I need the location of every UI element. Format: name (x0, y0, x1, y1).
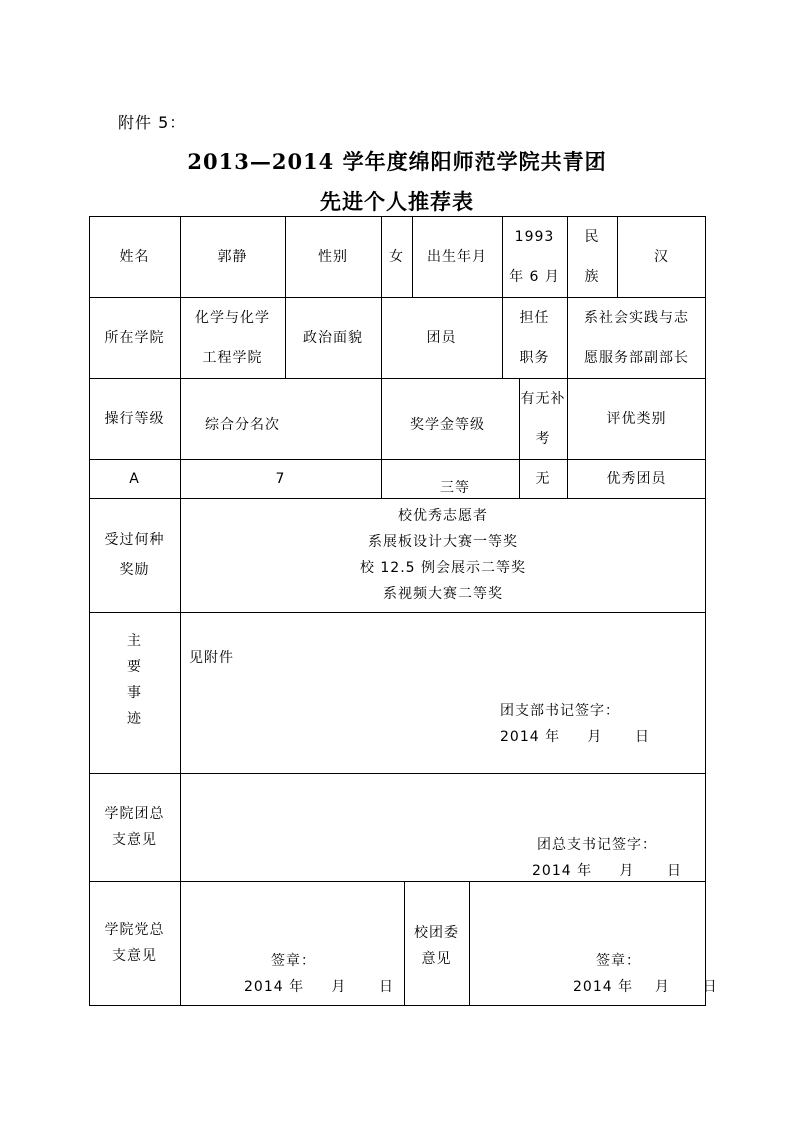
position-label-text: 担任 (519, 309, 550, 326)
deeds-label-char: 迹 (127, 711, 142, 727)
ethnicity-label-text: 族 (584, 268, 600, 285)
award-item: 系视频大赛二等奖 (383, 586, 503, 602)
political-value[interactable] (381, 297, 502, 378)
deeds-signature-label: 团支部书记签字： (500, 703, 620, 719)
ethnicity-label (567, 216, 617, 297)
position-value-text: 愿服务部副部长 (584, 349, 689, 366)
gender-label (285, 216, 381, 297)
awards-label-text: 奖励 (119, 562, 150, 578)
position-value[interactable] (567, 297, 706, 378)
makeup-exam-header (519, 378, 567, 459)
position-value-text: 系社会实践与志 (584, 309, 689, 326)
school-league-signature-label: 签章： (596, 953, 641, 969)
award-category-header (567, 378, 706, 459)
conduct-grade-value[interactable] (89, 459, 180, 498)
school-league-date: 2014 年 月 日 (573, 979, 718, 995)
political-label (285, 297, 381, 378)
award-item: 系展板设计大赛一等奖 (368, 534, 518, 550)
row-divider (89, 881, 706, 882)
conduct-grade-value-text: A (129, 470, 140, 487)
political-value-text: 团员 (426, 329, 457, 346)
award-item: 校优秀志愿者 (398, 508, 488, 524)
college-value-text: 工程学院 (202, 349, 263, 366)
deeds-label-char: 主 (127, 633, 142, 649)
awards-label (89, 498, 180, 612)
conduct-grade-header (89, 378, 180, 459)
award-category-header-text: 评优类别 (606, 410, 667, 427)
scholarship-header: 奖学金等级 (410, 417, 485, 433)
college-label-text: 所在学院 (104, 329, 165, 346)
scholarship-value[interactable]: 三等 (440, 480, 470, 496)
name-label (89, 216, 180, 297)
birth-label-text: 出生年月 (427, 248, 487, 265)
political-label-text: 政治面貌 (303, 329, 363, 346)
name-value[interactable] (180, 216, 285, 297)
col-divider (469, 881, 470, 1006)
award-category-value-text: 优秀团员 (606, 470, 667, 487)
overall-rank-value-text: 7 (275, 470, 286, 487)
deeds-date: 2014 年 月 日 (500, 729, 651, 745)
college-value[interactable] (180, 297, 285, 378)
attachment-label: 附件 5： (118, 113, 187, 132)
form-title: 2013—2014 学年度绵阳师范学院共青团 (187, 149, 607, 174)
school-league-label-text: 意见 (421, 951, 452, 967)
college-league-label (89, 773, 180, 881)
college-value-text: 化学与化学 (195, 309, 270, 326)
col-divider (381, 378, 382, 498)
overall-rank-header: 综合分名次 (205, 417, 280, 433)
row-divider (89, 612, 706, 613)
form-subtitle: 先进个人推荐表 (320, 189, 474, 214)
college-party-label (89, 881, 180, 1005)
awards-list[interactable] (180, 498, 706, 612)
position-label-text: 职务 (519, 349, 550, 366)
deeds-label (89, 625, 180, 735)
award-item: 校 12.5 例会展示二等奖 (359, 560, 527, 576)
birth-month-text: 年 6 月 (509, 268, 560, 285)
birth-year-text: 1993 (514, 228, 555, 245)
college-league-date: 2014 年 月 日 (532, 863, 683, 879)
name-label-text: 姓名 (119, 248, 150, 265)
makeup-exam-value[interactable] (519, 459, 567, 498)
gender-value-text: 女 (389, 248, 404, 265)
row-divider (89, 773, 706, 774)
conduct-grade-header-text: 操行等级 (104, 410, 165, 427)
overall-rank-value[interactable] (180, 459, 381, 498)
college-party-date: 2014 年 月 日 (244, 979, 395, 995)
college-party-label-text: 学院党总 (104, 922, 165, 938)
birth-label (412, 216, 502, 297)
name-value-text: 郭静 (217, 248, 248, 265)
award-category-value[interactable] (567, 459, 706, 498)
awards-label-text: 受过何种 (104, 532, 165, 548)
makeup-exam-header-text: 考 (535, 430, 551, 447)
makeup-exam-header-text: 有无补 (520, 390, 566, 407)
college-league-label-text: 支意见 (112, 832, 157, 848)
deeds-label-char: 要 (127, 659, 142, 675)
college-party-label-text: 支意见 (112, 948, 157, 964)
college-label (89, 297, 180, 378)
deeds-content[interactable]: 见附件 (189, 650, 234, 666)
gender-label-text: 性别 (318, 248, 348, 265)
makeup-exam-value-text: 无 (535, 470, 551, 487)
school-league-label-text: 校团委 (414, 925, 459, 941)
table-border-bottom (89, 1005, 706, 1006)
ethnicity-value[interactable] (617, 216, 706, 297)
deeds-label-char: 事 (127, 685, 142, 701)
school-league-label (404, 881, 469, 1005)
ethnicity-label-text: 民 (584, 228, 600, 245)
college-league-signature-label: 团总支书记签字： (537, 837, 657, 853)
ethnicity-value-text: 汉 (654, 248, 669, 265)
birth-value[interactable] (502, 216, 567, 297)
gender-value[interactable] (381, 216, 412, 297)
college-league-label-text: 学院团总 (104, 806, 165, 822)
position-label (502, 297, 567, 378)
college-party-signature-label: 签章： (271, 953, 316, 969)
